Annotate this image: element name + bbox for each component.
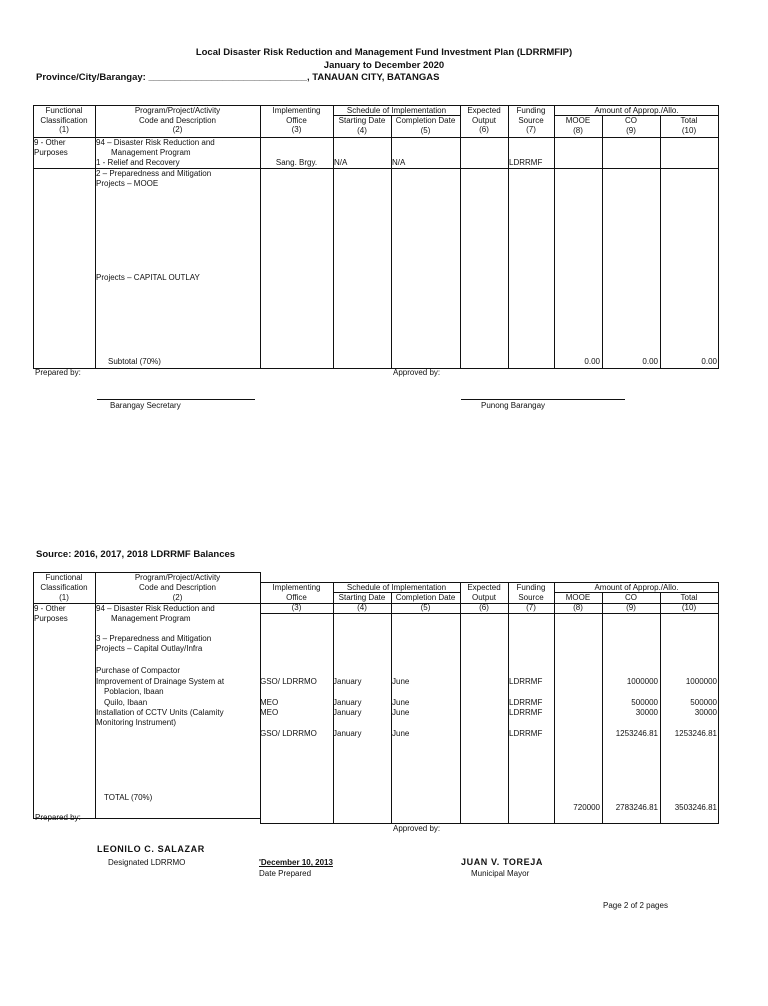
row1-start: January (333, 677, 362, 686)
col-functional-header-2: Functional Classification (1) (40, 573, 88, 602)
col-program-header-2: Program/Project/Activity Code and Description (2) (134, 573, 221, 602)
row3-co: 30000 (635, 708, 658, 717)
col-expected-header: Expected Output (6) (467, 106, 501, 134)
row3-start: January (333, 708, 362, 717)
compactor-item: Purchase of Compactor (96, 666, 181, 675)
relief-recovery-label: 1 - Relief and Recovery (96, 158, 180, 167)
row3-total: 30000 (694, 708, 717, 717)
col-schedule-header-2: Schedule of Implementation (346, 583, 447, 592)
row2-start: January (333, 698, 362, 707)
row2-completion: June (392, 698, 410, 707)
col-funding-header: Funding Source (7) (516, 106, 546, 134)
preparedness-label: 2 – Preparedness and Mitigation Projects – MOOE (96, 169, 212, 188)
row4-total: 1253246.81 (674, 729, 717, 738)
col-total-header: Total (10) (680, 116, 698, 135)
col-starting-header-2: Starting Date (4) (338, 593, 386, 612)
subtotal-mooe: 0.00 (584, 357, 600, 366)
row3-source: LDRRMF (509, 708, 543, 717)
page-number: Page 2 of 2 pages (603, 901, 668, 910)
col-implementing-header: Implementing Office (3) (272, 106, 321, 134)
row1-completion: June (392, 677, 410, 686)
relief-office: Sang. Brgy. (275, 158, 318, 167)
signature-line (461, 399, 625, 400)
preparer-title: Designated LDRRMO (108, 858, 186, 867)
relief-completion: N/A (392, 158, 406, 167)
total-total: 3503246.81 (674, 803, 717, 812)
col-starting-header: Starting Date (4) (338, 116, 386, 135)
row4-co: 1253246.81 (615, 729, 658, 738)
row4-source: LDRRMF (509, 729, 543, 738)
approved-by-label-1: Approved by: (393, 368, 441, 377)
row1-office: GSO/ LDRRMO (260, 677, 317, 686)
col-co-header-2: CO (9) (625, 593, 637, 612)
approver-title: Municipal Mayor (471, 869, 530, 878)
punong-barangay: Punong Barangay (481, 401, 546, 410)
col-mooe-header: MOOE (8) (565, 116, 591, 135)
province-label: Province/City/Barangay: ______________________________, TANAUAN CITY, BATANGAS (36, 72, 440, 83)
total-label: TOTAL (70%) (104, 793, 153, 802)
row1-source: LDRRMF (509, 677, 543, 686)
approved-by-label-2: Approved by: (393, 824, 441, 833)
total-mooe: 720000 (573, 803, 600, 812)
col-mooe-header-2: MOOE (8) (565, 593, 591, 612)
row1-co: 1000000 (626, 677, 658, 686)
col-implementing-header-2: Implementing Office (3) (272, 583, 321, 612)
date-prepared: 'December 10, 2013 (259, 858, 333, 867)
program-code-cell-2: 94 – Disaster Risk Reduction and Management Program (96, 604, 215, 623)
row4-completion: June (392, 729, 410, 738)
document-title: Local Disaster Risk Reduction and Management Fund Investment Plan (LDRRMFIP) (195, 47, 573, 58)
preparer-name: LEONILO C. SALAZAR (97, 844, 205, 854)
total-co: 2783246.81 (615, 803, 658, 812)
drainage-item: Improvement of Drainage System at Poblacion, Ibaan (96, 677, 225, 696)
capital-outlay-label: Projects – CAPITAL OUTLAY (96, 273, 200, 282)
relief-source: LDRRMF (509, 158, 543, 167)
func-class-cell-2: 9 - Other Purposes (34, 604, 68, 623)
program-code-cell: 94 – Disaster Risk Reduction and Management Program (96, 138, 215, 157)
row2-total: 500000 (690, 698, 717, 707)
document-period: January to December 2020 (323, 60, 445, 71)
cctv-item: Installation of CCTV Units (Calamity Monitoring Instrument) (96, 708, 224, 727)
col-funding-header-2: Funding Source (7) (516, 583, 546, 612)
barangay-secretary: Barangay Secretary (110, 401, 181, 410)
col-amount-header: Amount of Approp./Allo. (594, 106, 679, 115)
row2-office: MEO (260, 698, 279, 707)
prepared-by-label-1: Prepared by: (35, 368, 81, 377)
subtotal-label: Subtotal (70%) (108, 357, 161, 366)
subtotal-co: 0.00 (642, 357, 658, 366)
row1-total: 1000000 (685, 677, 717, 686)
col-completion-header: Completion Date (5) (395, 116, 456, 135)
col-program-header: Program/Project/Activity Code and Description (2) (134, 106, 221, 134)
row4-start: January (333, 729, 362, 738)
col-co-header: CO (9) (625, 116, 637, 135)
approver-name: JUAN V. TOREJA (461, 857, 543, 867)
func-class-cell: 9 - Other Purposes (34, 138, 68, 157)
row2-source: LDRRMF (509, 698, 543, 707)
col-completion-header-2: Completion Date (5) (395, 593, 456, 612)
date-prepared-label: Date Prepared (259, 869, 312, 878)
prepared-by-label-2: Prepared by: (35, 813, 81, 822)
row3-completion: June (392, 708, 410, 717)
col-total-header-2: Total (10) (680, 593, 698, 612)
quilo-item: Quilo, Ibaan (104, 698, 148, 707)
subtotal-total: 0.00 (701, 357, 717, 366)
col-amount-header-2: Amount of Approp./Allo. (594, 583, 679, 592)
row3-office: MEO (260, 708, 279, 717)
relief-start: N/A (334, 158, 348, 167)
col-schedule-header: Schedule of Implementation (346, 106, 447, 115)
col-expected-header-2: Expected Output (6) (467, 583, 501, 612)
preparedness-label-2: 3 – Preparedness and Mitigation Projects – Capital Outlay/Infra (96, 634, 212, 653)
row2-co: 500000 (631, 698, 658, 707)
row4-office: GSO/ LDRRMO (260, 729, 317, 738)
signature-line (97, 399, 255, 400)
source-label: Source: 2016, 2017, 2018 LDRRMF Balances (36, 549, 236, 560)
col-functional-header: Functional Classification (1) (40, 106, 88, 134)
